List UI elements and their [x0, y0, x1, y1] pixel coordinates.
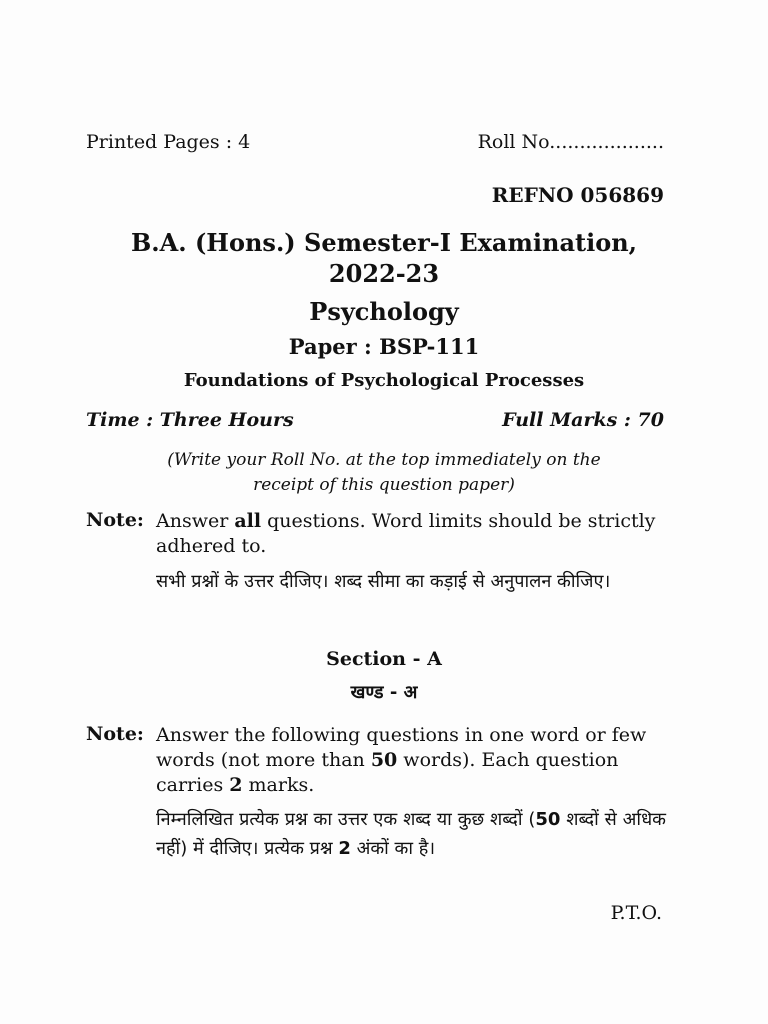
hindi-text-part: शब्दों से अधिक नहीं) में दीजिए। प्रत्येक प्रश्न: [156, 809, 666, 859]
hindi-text-part: अंकों का है।: [350, 838, 436, 859]
full-marks: Full Marks : 70: [502, 409, 664, 431]
note-general-hindi: सभी प्रश्नों के उत्तर दीजिए। शब्द सीमा का कड़ाई से अनुपालन कीजिए।: [156, 571, 611, 592]
note-text-bold: all: [234, 510, 262, 532]
note-section-a-hindi: [156, 805, 666, 863]
time-marks-row: [86, 409, 664, 431]
hindi-text-bold: 2: [338, 838, 351, 859]
refno: REFNO 056869: [491, 183, 664, 207]
pto-label: P.T.O.: [610, 902, 662, 924]
note-general-text: [156, 509, 666, 559]
section-title-hindi: खण्ड - अ: [350, 682, 418, 703]
subject-title: Psychology: [309, 297, 459, 326]
note-text-part: Answer the following questions in one word or few words (not more than: [156, 724, 647, 771]
note-section-a: [86, 723, 666, 893]
exam-title-line2: 2022-23: [328, 259, 440, 288]
note-label: Note:: [86, 723, 144, 745]
printed-pages: Printed Pages : 4: [86, 131, 251, 153]
note-section-a-text: [156, 723, 666, 798]
hindi-text-bold: 50: [535, 809, 561, 830]
header-row: [86, 131, 664, 153]
paper-code: Paper : BSP-111: [288, 334, 480, 359]
roll-instruction: [0, 448, 768, 498]
note-text-part: Answer: [156, 510, 235, 532]
note-text-part: marks.: [242, 774, 315, 796]
roll-instruction-line1: (Write your Roll No. at the top immediately on the: [167, 450, 601, 470]
hindi-text-part: निम्नलिखित प्रत्येक प्रश्न का उत्तर एक शब्द या कुछ शब्दों (: [156, 809, 536, 830]
exam-title-line1: B.A. (Hons.) Semester-I Examination,: [130, 228, 638, 257]
section-title: Section - A: [326, 648, 442, 670]
note-label: Note:: [86, 509, 144, 531]
note-text-part: questions. Word limits should be strictly adhered to.: [156, 510, 656, 557]
note-general: [86, 509, 666, 629]
exam-time: Time : Three Hours: [86, 409, 294, 431]
note-text-bold: 2: [229, 774, 243, 796]
roll-instruction-line2: receipt of this question paper): [253, 475, 515, 495]
course-title: Foundations of Psychological Processes: [183, 370, 585, 391]
roll-no: Roll No...................: [477, 131, 664, 153]
note-text-bold: 50: [370, 749, 398, 771]
note-text-part: words). Each question carries: [156, 749, 619, 796]
